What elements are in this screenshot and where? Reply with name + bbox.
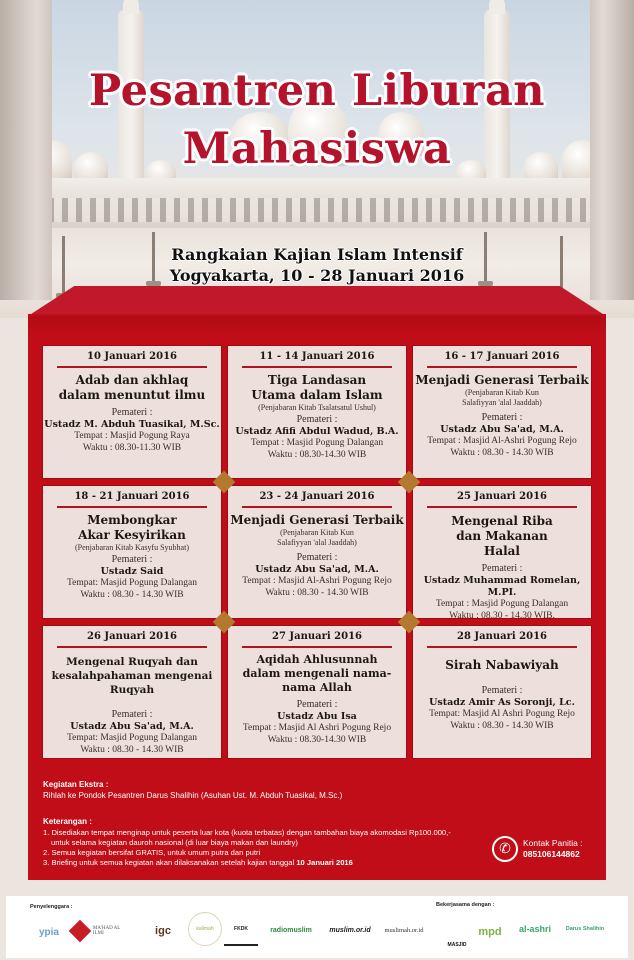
session-speaker: Ustadz Abu Sa'ad, M.A.: [255, 564, 379, 575]
poster-title-line1: Pesantren Liburan: [88, 66, 546, 116]
note-item-date: 10 Januari 2016: [296, 858, 353, 867]
session-time: Waktu : 08.30-11.30 WIB: [82, 442, 182, 453]
contact-info: [492, 836, 583, 862]
divider: [57, 506, 207, 508]
session-kitab: (Penjabaran Kitab Kasyfu Syubhat): [75, 543, 189, 552]
session-time: Waktu : 08.30 - 14.30 WIB: [450, 720, 554, 731]
session-card: [412, 345, 592, 479]
logo-muslimah-or-id: muslimah.or.id: [384, 926, 424, 934]
session-date: 23 - 24 Januari 2016: [259, 491, 375, 502]
session-card: [227, 485, 407, 619]
poster-subtitle-line1: Rangkaian Kajian Islam Intensif: [171, 245, 463, 264]
session-speaker: Ustadz Abu Sa'ad, M.A.: [70, 721, 194, 732]
phone-icon: ✆: [492, 836, 518, 862]
session-topic: Sirah Nabawiyah: [445, 658, 559, 672]
session-speaker: Ustadz M. Abduh Tuasikal, M.Sc.: [44, 419, 220, 430]
session-kitab: (Penjabaran Kitab Kun Salafiyyan 'alal Jaaddah): [277, 528, 357, 547]
contact-label: Kontak Panitia :: [523, 838, 583, 848]
session-kitab: (Penjabaran Kitab Kun Salafiyyan 'alal Jaaddah): [462, 388, 542, 407]
session-time: Waktu : 08.30-14.30 WIB: [267, 734, 367, 745]
session-date: 16 - 17 Januari 2016: [444, 351, 560, 362]
session-place: Tempat : Masjid Al-Ashri Pogung Rejo: [242, 576, 392, 586]
session-place: Tempat : Masjid Al-Ashri Pogung Rejo: [427, 436, 577, 446]
session-time: Waktu : 08.30 - 14.30 WIB: [80, 589, 184, 600]
note-item: 1. Disediakan tempat menginap untuk peserta luar kota (kuota terbatas) dengan tambahan biaya akomodasi Rp100.000,- untuk selama kegiatan dauroh nasional (di luar biaya makan dan laundry): [43, 828, 451, 847]
logo-al-ashri: al-ashri: [518, 924, 551, 934]
logo-radiomuslim: radiomuslim: [270, 926, 312, 934]
logo-kalimah: kalimah: [188, 912, 222, 946]
divider: [242, 506, 392, 508]
divider: [57, 646, 207, 648]
session-topic: Aqidah Ahlusunnah dalam mengenali nama-nama Allah: [242, 653, 392, 694]
session-topic: Mengenal Ruqyah dan kesalahpahaman mengenai Ruqyah: [51, 656, 213, 696]
speaker-label: Pemateri :: [296, 414, 338, 425]
session-date: 27 Januari 2016: [271, 631, 362, 642]
note-item-text: 3. Briefing untuk semua kegiatan akan dilaksanakan setelah kajian tanggal: [43, 858, 295, 867]
session-topic: Menjadi Generasi Terbaik: [415, 373, 589, 387]
speaker-label: Pemateri :: [481, 685, 523, 696]
session-date: 11 - 14 Januari 2016: [259, 351, 375, 362]
session-place: Tempat : Masjid Pogung Dalangan: [250, 438, 384, 448]
session-speaker: Ustadz Muhammad Romelan, M.PI.: [423, 575, 581, 598]
session-place: Tempat: Masjid Pogung Dalangan: [67, 733, 197, 743]
session-time: Waktu : 08.30 - 14.30 WIB: [80, 744, 184, 755]
session-speaker: Ustadz Abu Sa'ad, M.A.: [440, 424, 564, 435]
session-time: Waktu : 08.30-14.30 WIB: [267, 449, 367, 460]
divider: [57, 366, 207, 368]
poster-subtitle-line2: Yogyakarta, 10 - 28 Januari 2016: [169, 266, 465, 285]
session-card: [412, 625, 592, 759]
mahad-diamond-icon: [69, 920, 92, 943]
session-kitab: (Penjabaran Kitab Tsalatsatul Ushul): [258, 403, 376, 412]
session-topic: Adab dan akhlaq dalam menuntut ilmu: [58, 373, 206, 402]
session-date: 10 Januari 2016: [86, 351, 177, 362]
speaker-label: Pemateri :: [111, 709, 153, 720]
session-time: Waktu : 08.30 - 14.30 WIB.: [449, 610, 555, 621]
session-place: Tempat : Masjid Pogung Raya: [74, 431, 190, 441]
session-speaker: Ustadz Said: [100, 566, 164, 577]
note-item: 2. Semua kegiatan bersifat GRATIS, untuk umum putra dan putri: [43, 848, 261, 857]
session-topic: Menjadi Generasi Terbaik: [230, 513, 404, 527]
divider: [427, 506, 577, 508]
notes-list: [43, 828, 463, 868]
mosque-arches: [20, 198, 614, 222]
speaker-label: Pemateri :: [111, 554, 153, 565]
logo-masjid: MASJID: [447, 942, 467, 948]
poster-title-line2: Mahasiswa: [182, 124, 452, 174]
session-card: [227, 345, 407, 479]
session-topic: Tiga Landasan Utama dalam Islam: [251, 373, 383, 402]
divider: [242, 646, 392, 648]
logo-mpd: mpd: [478, 926, 502, 938]
session-card: [412, 485, 592, 619]
notes-label: Keterangan :: [43, 817, 92, 826]
session-card: [42, 345, 222, 479]
panel-shadow: [28, 316, 606, 336]
session-time: Waktu : 08.30 - 14.30 WIB: [265, 587, 369, 598]
extra-activity-label: Kegiatan Ekstra :: [43, 780, 109, 789]
logo-muslim-or-id: muslim.or.id: [329, 926, 371, 934]
session-date: 18 - 21 Januari 2016: [74, 491, 190, 502]
speaker-label: Pemateri :: [296, 552, 338, 563]
session-speaker: Ustadz Amir As Soronji, Lc.: [429, 697, 575, 708]
session-topic: Mengenal Riba dan Makanan Halal: [451, 514, 553, 558]
divider: [427, 366, 577, 368]
contact-number[interactable]: 085106144862: [523, 849, 580, 859]
speaker-label: Pemateri :: [296, 699, 338, 710]
logo-fkdk: FKDK: [224, 914, 258, 946]
divider: [242, 366, 392, 368]
session-card: [42, 625, 222, 759]
session-place: Tempat : Masjid Al Ashri Pogung Rejo: [242, 723, 392, 733]
speaker-label: Pemateri :: [481, 412, 523, 423]
logo-darus-shalihin: Darus Shalihin: [565, 926, 605, 932]
session-place: Tempat: Masjid Al Ashri Pogung Rejo: [429, 709, 575, 719]
logo-mahad-al-ilmi: MA'HAD AL ILMI: [72, 918, 132, 944]
session-place: Tempat : Masjid Pogung Dalangan: [435, 599, 569, 609]
session-date: 28 Januari 2016: [456, 631, 547, 642]
note-item: [43, 858, 463, 868]
session-card: [227, 625, 407, 759]
red-carpet-top: [28, 286, 606, 316]
session-date: 26 Januari 2016: [86, 631, 177, 642]
logo-ypia: ypia: [38, 926, 59, 938]
sponsor-footer: [6, 896, 628, 958]
extra-activity-text: Rihlah ke Pondok Pesantren Darus Shalihin (Asuhan Ust. M. Abduh Tuasikal, M.Sc.): [43, 791, 343, 800]
session-speaker: Ustadz Abu Isa: [277, 711, 357, 722]
speaker-label: Pemateri :: [111, 407, 153, 418]
session-speaker: Ustadz Afifi Abdul Wadud, B.A.: [235, 426, 399, 437]
session-time: Waktu : 08.30 - 14.30 WIB: [450, 447, 554, 458]
speaker-label: Pemateri :: [481, 563, 523, 574]
logo-igc: igc: [155, 925, 171, 937]
divider: [427, 646, 577, 648]
partners-label: Bekerjasama dengan :: [436, 902, 495, 908]
session-place: Tempat: Masjid Pogung Dalangan: [67, 578, 197, 588]
session-card: [42, 485, 222, 619]
session-topic: Membongkar Akar Kesyirikan: [78, 513, 186, 542]
organizers-label: Penyelenggara :: [30, 904, 73, 910]
session-date: 25 Januari 2016: [456, 491, 547, 502]
